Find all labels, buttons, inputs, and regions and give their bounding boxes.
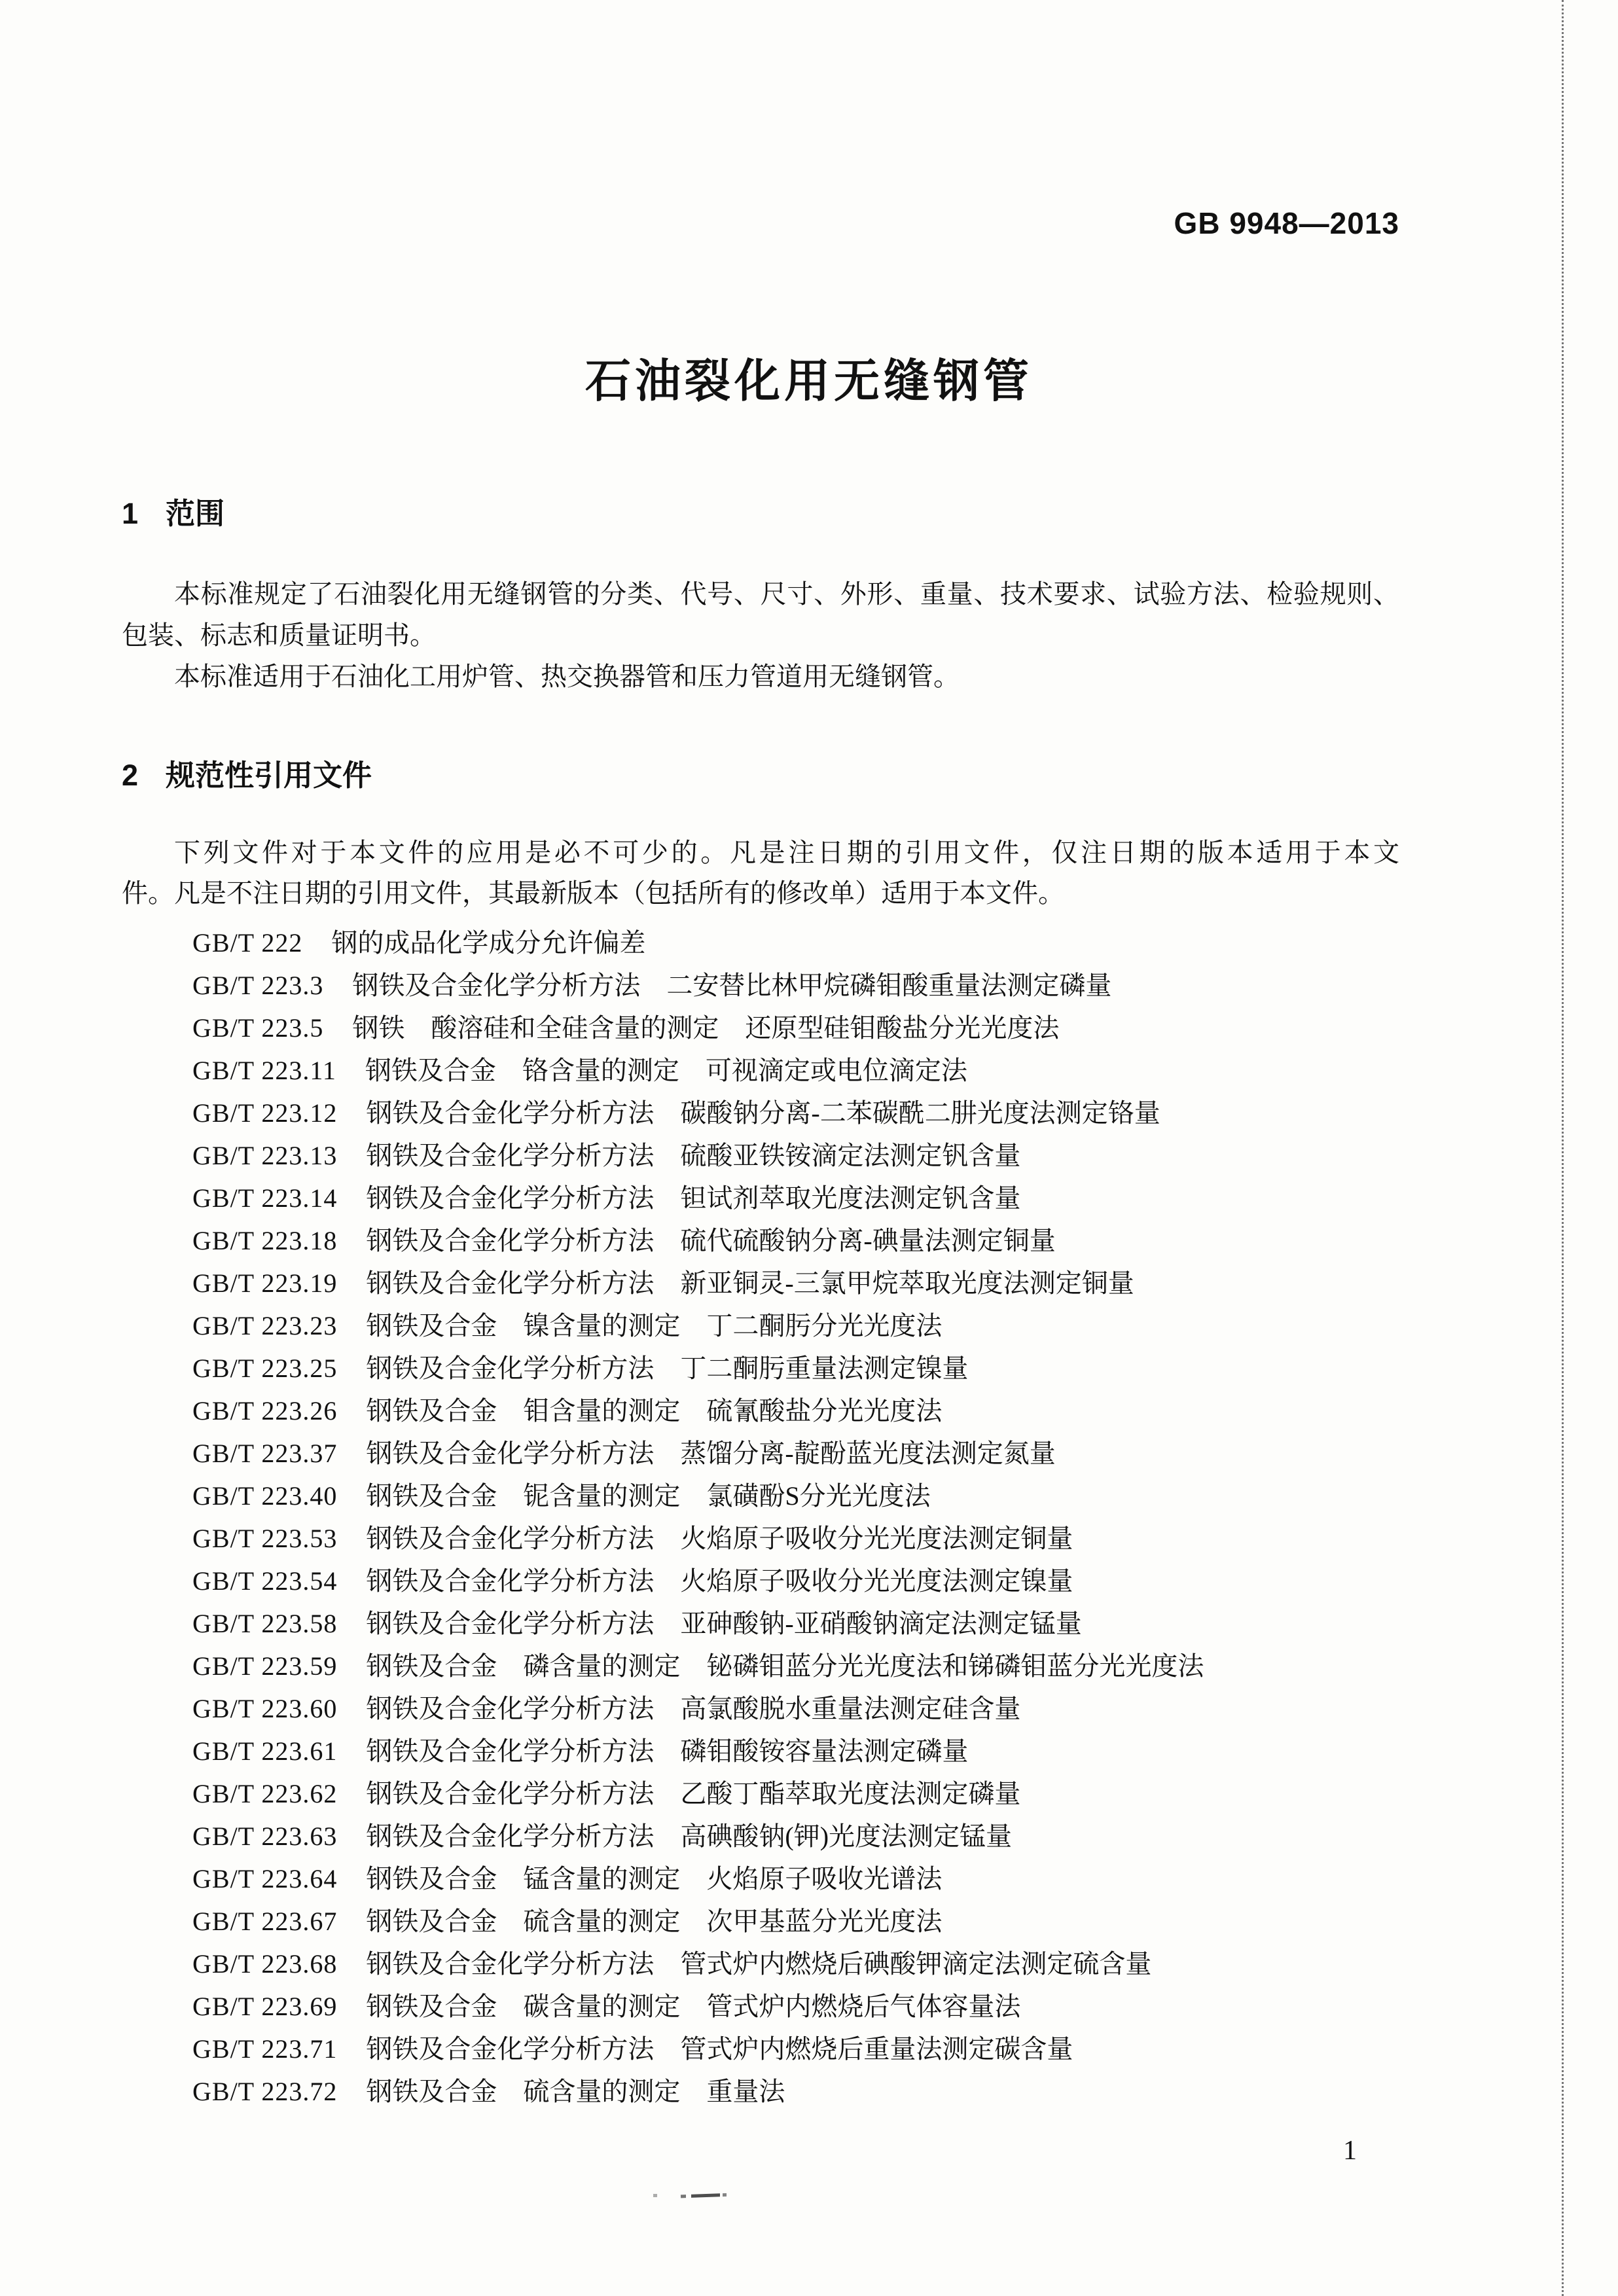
reference-title: 钢铁及合金化学分析方法 管式炉内燃烧后重量法测定碳含量 — [366, 2034, 1073, 2064]
section-heading-scope — [122, 490, 225, 532]
reference-item — [192, 1560, 1534, 1602]
reference-item — [192, 1772, 1534, 1815]
reference-item — [192, 2028, 1534, 2070]
reference-title: 钢铁及合金化学分析方法 管式炉内燃烧后碘酸钾滴定法测定硫含量 — [366, 1949, 1152, 1979]
reference-item — [192, 1943, 1534, 1985]
reference-title: 钢铁及合金化学分析方法 火焰原子吸收分光光度法测定铜量 — [366, 1524, 1073, 1553]
reference-code: GB/T 223.64 — [192, 1864, 338, 1893]
scan-artifact-dot — [653, 2194, 657, 2197]
reference-title: 钢铁及合金 硫含量的测定 重量法 — [366, 2077, 785, 2106]
section-number: 2 — [122, 759, 139, 792]
reference-code: GB/T 223.37 — [192, 1439, 338, 1468]
reference-code: GB/T 223.19 — [192, 1268, 338, 1298]
reference-code: GB/T 223.12 — [192, 1098, 338, 1128]
reference-title: 钢铁及合金化学分析方法 磷钼酸铵容量法测定磷量 — [366, 1736, 969, 1766]
reference-title: 钢铁及合金化学分析方法 硫酸亚铁铵滴定法测定钒含量 — [366, 1141, 1021, 1170]
reference-code: GB/T 223.67 — [192, 1907, 338, 1936]
document-title: 石油裂化用无缝钢管 — [585, 355, 1033, 406]
reference-title: 钢铁及合金化学分析方法 二安替比林甲烷磷钼酸重量法测定磷量 — [352, 971, 1112, 1000]
reference-title: 钢铁及合金化学分析方法 乙酸丁酯萃取光度法测定磷量 — [366, 1779, 1021, 1808]
reference-title: 钢铁及合金 铬含量的测定 可视滴定或电位滴定法 — [365, 1056, 967, 1085]
scan-artifact-smudge — [681, 2193, 732, 2198]
reference-code: GB/T 223.63 — [192, 1821, 338, 1851]
reference-item — [192, 1857, 1534, 1900]
references-intro — [122, 833, 1399, 914]
page-number: 1 — [1343, 2136, 1357, 2166]
scope-line: 本标准适用于石油化工用炉管、热交换器管和压力管道用无缝钢管。 — [174, 662, 960, 691]
reference-code: GB/T 223.53 — [192, 1524, 338, 1553]
reference-item — [192, 1985, 1534, 2028]
reference-code: GB/T 222 — [192, 928, 303, 958]
reference-item — [192, 922, 1534, 964]
reference-code: GB/T 223.26 — [192, 1396, 338, 1426]
section-heading-normative-references — [122, 751, 372, 794]
reference-title: 钢铁及合金化学分析方法 火焰原子吸收分光光度法测定镍量 — [366, 1566, 1073, 1596]
reference-item — [192, 2070, 1534, 2113]
reference-code: GB/T 223.71 — [192, 2034, 338, 2064]
reference-code: GB/T 223.18 — [192, 1226, 338, 1255]
reference-title: 钢铁及合金化学分析方法 丁二酮肟重量法测定镍量 — [366, 1354, 969, 1383]
reference-code: GB/T 223.40 — [192, 1481, 338, 1511]
reference-item — [192, 1602, 1534, 1645]
reference-code: GB/T 223.54 — [192, 1566, 338, 1596]
reference-item — [192, 1049, 1534, 1092]
reference-item — [192, 1007, 1534, 1049]
reference-item — [192, 1730, 1534, 1772]
reference-item — [192, 1645, 1534, 1687]
reference-code: GB/T 223.14 — [192, 1183, 338, 1213]
reference-title: 钢铁及合金化学分析方法 高氯酸脱水重量法测定硅含量 — [366, 1694, 1021, 1723]
reference-item — [192, 1517, 1534, 1560]
standard-number: GB 9948—2013 — [1174, 206, 1399, 240]
reference-title: 钢铁及合金化学分析方法 高碘酸钠(钾)光度法测定锰量 — [366, 1821, 1013, 1851]
scope-line: 包装、标志和质量证明书。 — [122, 620, 436, 650]
reference-title: 钢铁及合金化学分析方法 亚砷酸钠-亚硝酸钠滴定法测定锰量 — [366, 1609, 1082, 1638]
reference-item — [192, 1177, 1534, 1219]
reference-item — [192, 1134, 1534, 1177]
reference-item — [192, 1390, 1534, 1432]
reference-code: GB/T 223.69 — [192, 1992, 338, 2021]
reference-item — [192, 964, 1534, 1007]
reference-code: GB/T 223.25 — [192, 1354, 338, 1383]
reference-code: GB/T 223.13 — [192, 1141, 338, 1170]
reference-title: 钢铁及合金化学分析方法 蒸馏分离-靛酚蓝光度法测定氮量 — [366, 1439, 1056, 1468]
references-intro-line: 件。凡是不注日期的引用文件，其最新版本（包括所有的修改单）适用于本文件。 — [122, 878, 1064, 908]
reference-title: 钢铁及合金 镍含量的测定 丁二酮肟分光光度法 — [366, 1311, 943, 1340]
reference-title: 钢铁及合金 碳含量的测定 管式炉内燃烧后气体容量法 — [366, 1992, 1021, 2021]
reference-title: 钢铁及合金 锰含量的测定 火焰原子吸收光谱法 — [366, 1864, 943, 1893]
reference-title: 钢铁及合金化学分析方法 碳酸钠分离-二苯碳酰二肼光度法测定铬量 — [366, 1098, 1160, 1128]
reference-code: GB/T 223.58 — [192, 1609, 338, 1638]
reference-item — [192, 1304, 1534, 1347]
reference-code: GB/T 223.59 — [192, 1651, 338, 1681]
reference-title: 钢铁及合金 铌含量的测定 氯磺酚S分光光度法 — [366, 1481, 931, 1511]
section-number: 1 — [122, 497, 139, 530]
reference-code: GB/T 223.5 — [192, 1013, 324, 1043]
reference-item — [192, 1687, 1534, 1730]
reference-title: 钢铁 酸溶硅和全硅含量的测定 还原型硅钼酸盐分光光度法 — [352, 1013, 1060, 1043]
reference-title: 钢铁及合金化学分析方法 新亚铜灵-三氯甲烷萃取光度法测定铜量 — [366, 1268, 1134, 1298]
scope-paragraphs — [122, 573, 1399, 697]
scope-line: 本标准规定了石油裂化用无缝钢管的分类、代号、尺寸、外形、重量、技术要求、试验方法、检验规则、 — [174, 579, 1399, 609]
reference-code: GB/T 223.11 — [192, 1056, 336, 1085]
reference-item — [192, 1347, 1534, 1390]
reference-item — [192, 1900, 1534, 1943]
reference-item — [192, 1219, 1534, 1262]
reference-code: GB/T 223.3 — [192, 971, 324, 1000]
reference-title: 钢的成品化学成分允许偏差 — [331, 928, 646, 958]
reference-item — [192, 1475, 1534, 1517]
section-title: 范围 — [166, 497, 225, 530]
references-intro-line: 下列文件对于本文件的应用是必不可少的。凡是注日期的引用文件，仅注日期的版本适用于本文 — [174, 838, 1399, 867]
reference-title: 钢铁及合金化学分析方法 钽试剂萃取光度法测定钒含量 — [366, 1183, 1021, 1213]
reference-item — [192, 1432, 1534, 1475]
reference-code: GB/T 223.23 — [192, 1311, 338, 1340]
references-list — [192, 922, 1534, 2113]
reference-code: GB/T 223.68 — [192, 1949, 338, 1979]
reference-title: 钢铁及合金化学分析方法 硫代硫酸钠分离-碘量法测定铜量 — [366, 1226, 1056, 1255]
reference-code: GB/T 223.72 — [192, 2077, 338, 2106]
section-title: 规范性引用文件 — [166, 759, 372, 792]
reference-code: GB/T 223.62 — [192, 1779, 338, 1808]
reference-item — [192, 1092, 1534, 1134]
reference-item — [192, 1262, 1534, 1304]
reference-code: GB/T 223.61 — [192, 1736, 338, 1766]
reference-item — [192, 1815, 1534, 1857]
reference-title: 钢铁及合金 磷含量的测定 铋磷钼蓝分光光度法和锑磷钼蓝分光光度法 — [366, 1651, 1204, 1681]
reference-title: 钢铁及合金 钼含量的测定 硫氰酸盐分光光度法 — [366, 1396, 943, 1426]
reference-title: 钢铁及合金 硫含量的测定 次甲基蓝分光光度法 — [366, 1907, 943, 1936]
reference-code: GB/T 223.60 — [192, 1694, 338, 1723]
